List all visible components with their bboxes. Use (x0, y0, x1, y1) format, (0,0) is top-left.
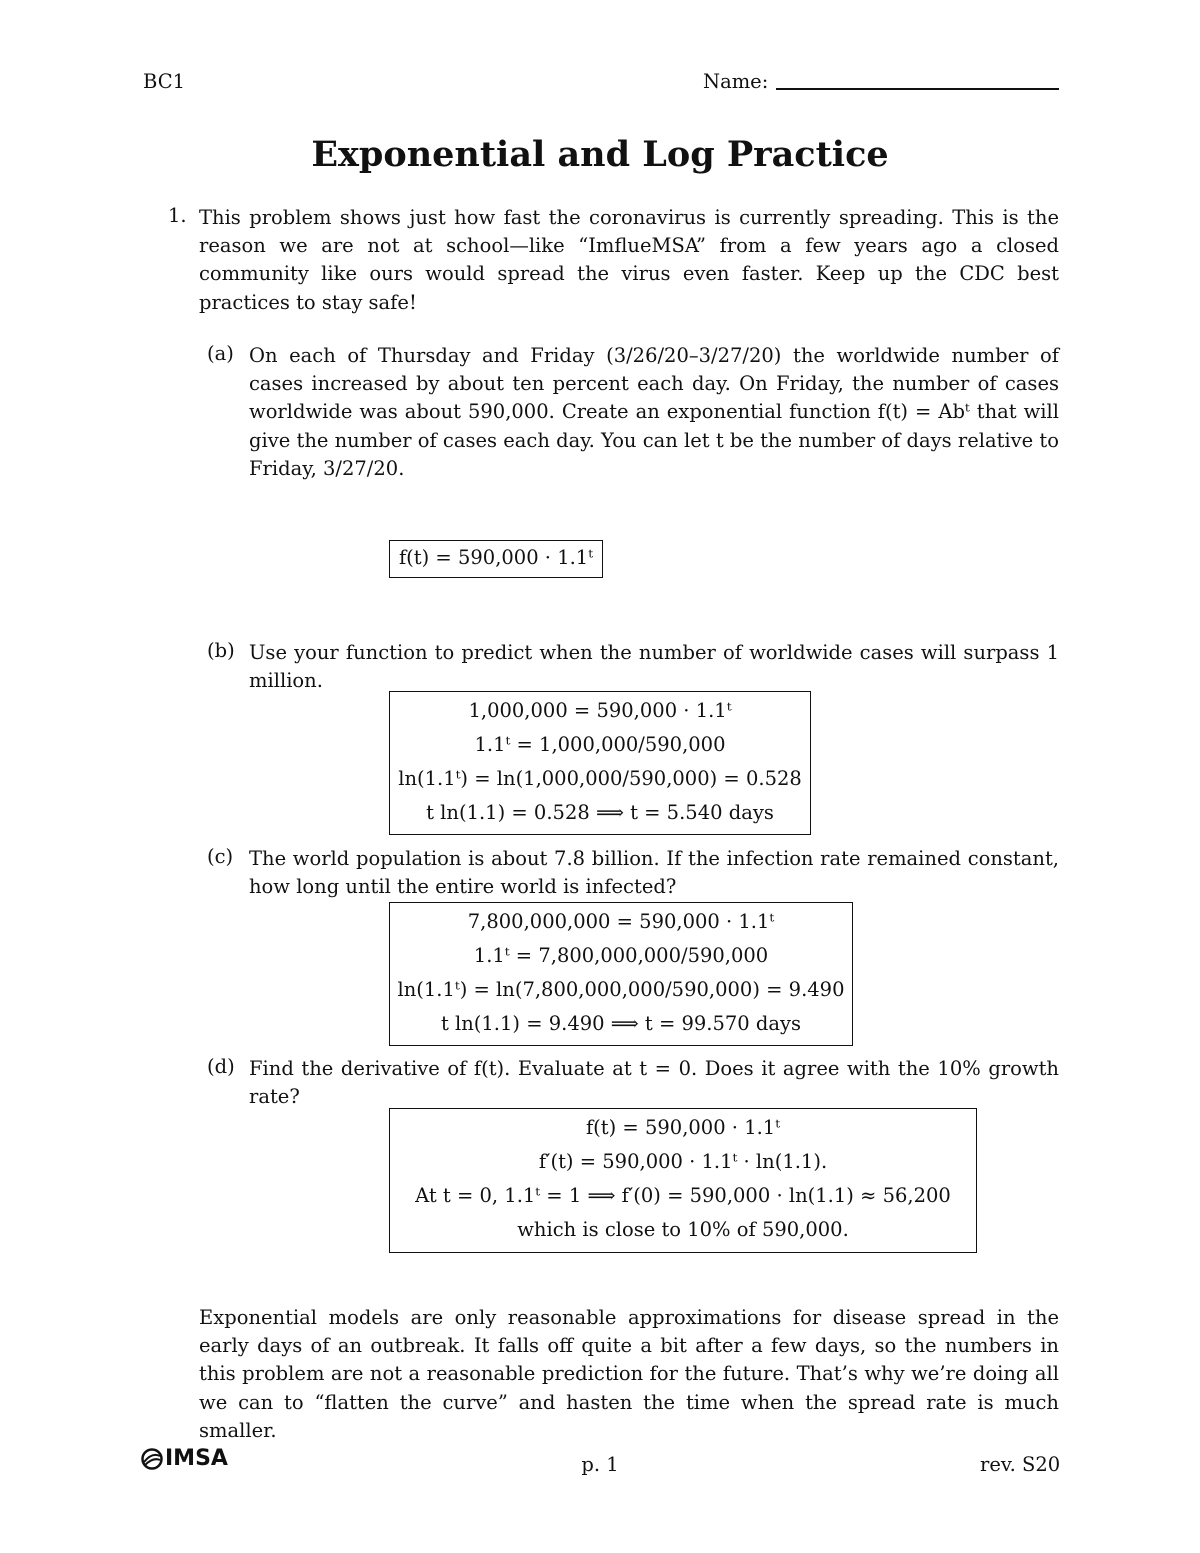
answer-line: 1.1ᵗ = 1,000,000/590,000 (474, 733, 726, 756)
answer-line: ln(1.1ᵗ) = ln(7,800,000,000/590,000) = 9.490 (397, 978, 845, 1001)
part-d-question: Find the derivative of f(t). Evaluate at t = 0. Does it agree with the 10% growth rate? (249, 1057, 1059, 1109)
problem-number: 1. (168, 204, 187, 227)
closing-paragraph: Exponential models are only reasonable approximations for disease spread in the early days of an outbreak. It falls off quite a bit after a few days, so the numbers in this problem are not a reasonable prediction for the future. That’s why we’re doing all we can to “flatten the curve” and hasten the time when the spread rate is much smaller. (199, 1306, 1059, 1442)
answer-line: f(t) = 590,000 · 1.1ᵗ (398, 546, 594, 569)
answer-line: which is close to 10% of 590,000. (517, 1218, 849, 1241)
answer-line: 1,000,000 = 590,000 · 1.1ᵗ (468, 699, 732, 722)
answer-line: t ln(1.1) = 9.490 ⟹ t = 99.570 days (440, 1012, 802, 1035)
part-a-label: (a) (207, 342, 234, 365)
part-b-answer-box (389, 691, 811, 835)
name-label: Name: (703, 70, 769, 93)
part-b-label: (b) (207, 639, 235, 662)
page-number: p. 1 (581, 1453, 619, 1476)
logo-text: IMSA (165, 1446, 228, 1471)
answer-line: t ln(1.1) = 0.528 ⟹ t = 5.540 days (426, 801, 774, 824)
problem-intro: This problem shows just how fast the coronavirus is currently spreading. This is the reason we are not at school—like “ImflueMSA” from a few years ago a closed community like ours would spread the virus even faster. Keep up the CDC best practices to stay safe! (199, 206, 1059, 314)
page-title: Exponential and Log Practice (311, 134, 889, 175)
course-label: BC1 (143, 70, 186, 93)
part-d-label: (d) (207, 1055, 235, 1078)
revision-label: rev. S20 (980, 1453, 1061, 1476)
part-d-answer-box (389, 1108, 977, 1253)
part-a-answer-box (389, 540, 603, 578)
part-b-question: Use your function to predict when the number of worldwide cases will surpass 1 million. (249, 641, 1059, 693)
part-a-question: On each of Thursday and Friday (3/26/20–3/27/20) the worldwide number of cases increased by about ten percent each day. On Friday, the number of cases worldwide was about 590,000. Create an exponential function f(t) = Abᵗ that will give the number of cases each day. You can let t be the number of days relative to Friday, 3/27/20. (249, 344, 1059, 480)
name-blank-line (776, 88, 1059, 90)
answer-line: f(t) = 590,000 · 1.1ᵗ (585, 1116, 781, 1139)
answer-line: ln(1.1ᵗ) = ln(1,000,000/590,000) = 0.528 (398, 767, 802, 790)
part-c-answer-box (389, 902, 853, 1046)
answer-line: At t = 0, 1.1ᵗ = 1 ⟹ f′(0) = 590,000 · ln(1.1) ≈ 56,200 (415, 1184, 951, 1207)
part-c-question: The world population is about 7.8 billion. If the infection rate remained constant, how long until the entire world is infected? (249, 847, 1059, 899)
answer-line: 7,800,000,000 = 590,000 · 1.1ᵗ (467, 910, 775, 933)
answer-line: 1.1ᵗ = 7,800,000,000/590,000 (473, 944, 769, 967)
part-c-label: (c) (207, 845, 234, 868)
answer-line: f′(t) = 590,000 · 1.1ᵗ · ln(1.1). (538, 1150, 828, 1173)
